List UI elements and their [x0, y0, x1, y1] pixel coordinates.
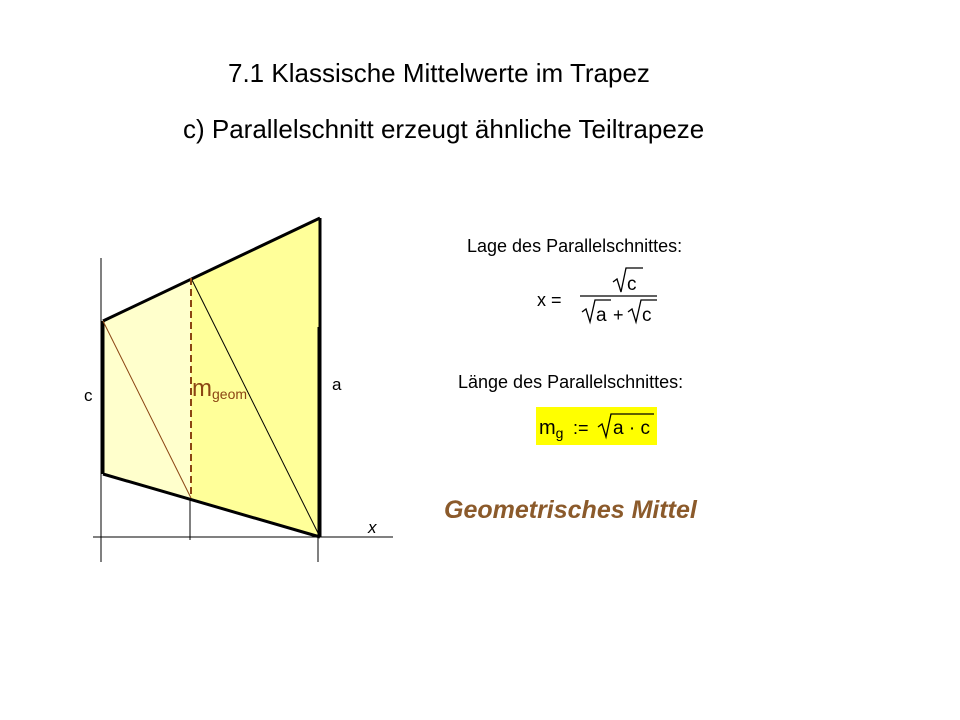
slide-subtitle: c) Parallelschnitt erzeugt ähnliche Teiltrapeze: [183, 114, 705, 144]
slide-title: 7.1 Klassische Mittelwerte im Trapez: [228, 58, 650, 88]
length-heading: Länge des Parallelschnittes:: [458, 372, 684, 392]
length-formula-m: m: [539, 417, 556, 439]
length-formula: [539, 414, 654, 441]
label-a: a: [332, 375, 342, 394]
length-formula-radicand: a · c: [613, 418, 650, 439]
length-formula-sub: g: [555, 425, 564, 441]
result-label: Geometrisches Mittel: [444, 496, 697, 524]
label-x: x: [368, 518, 377, 537]
numerator-radicand: c: [627, 274, 637, 295]
denominator-radicand-2: c: [642, 305, 652, 326]
trapezoid-left-part: [103, 278, 191, 498]
denominator-radicand-1: a: [596, 305, 607, 326]
label-c: c: [84, 386, 93, 405]
position-formula-lhs: x =: [537, 290, 562, 310]
label-m-sub: geom: [212, 386, 248, 402]
position-formula-fraction: [580, 268, 657, 326]
label-m-main: m: [192, 375, 212, 402]
svg-text:mg: [539, 417, 563, 441]
denominator-plus: +: [613, 305, 624, 325]
length-formula-assign: :=: [573, 418, 589, 438]
position-heading: Lage des Parallelschnittes:: [467, 236, 683, 256]
